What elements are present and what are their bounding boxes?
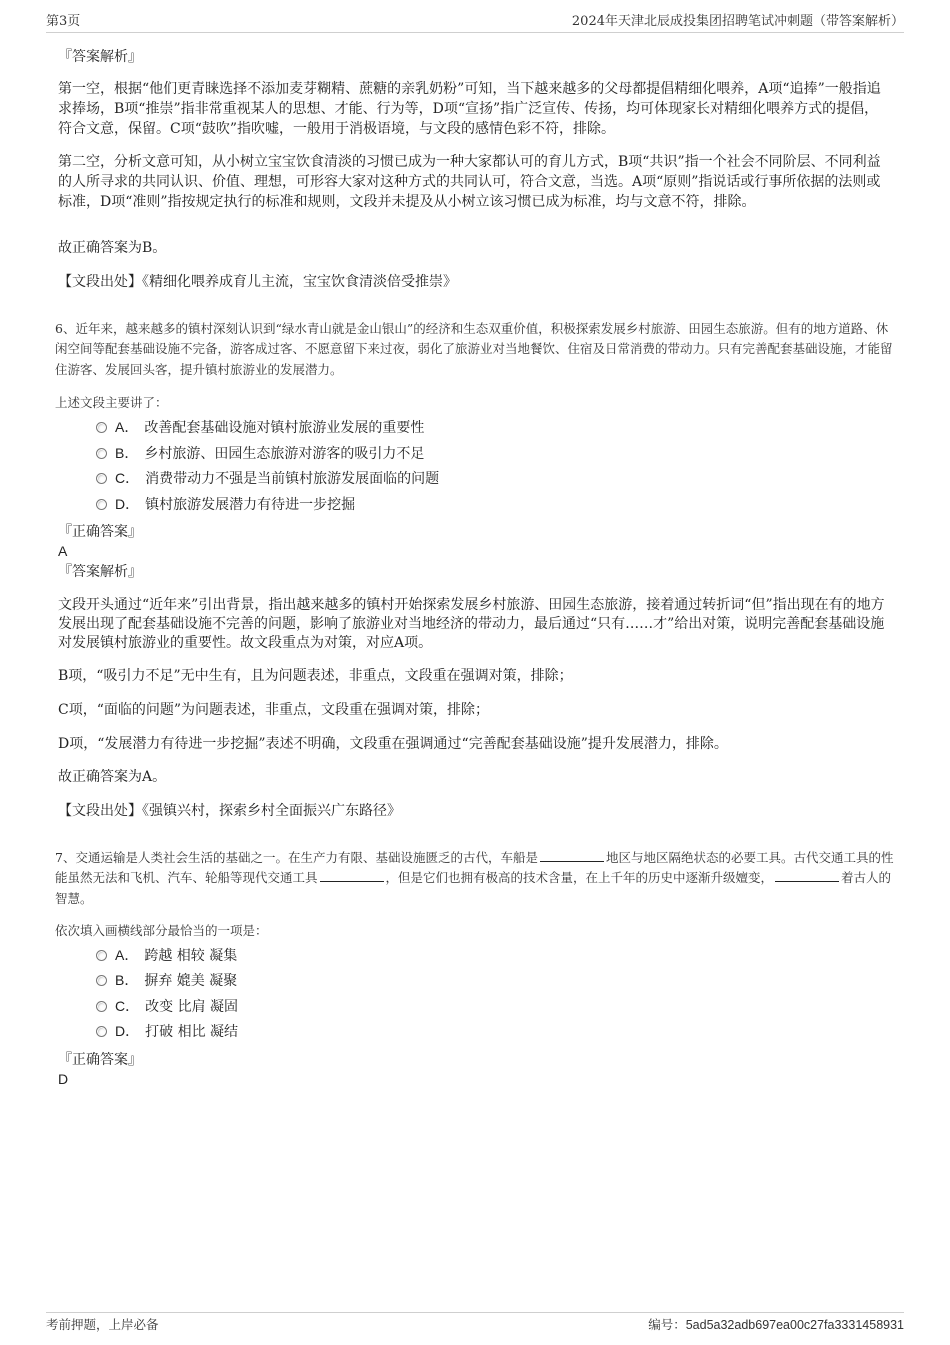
q6-option-d[interactable]: D． 镇村旅游发展潜力有待进一步挖掘 <box>96 494 355 515</box>
radio-icon[interactable] <box>96 950 107 961</box>
source-q6: 【文段出处】《强镇兴村，探索乡村全面振兴广东路径》 <box>58 803 401 819</box>
answer-q7: D <box>58 1071 69 1087</box>
document-code: 编号：5ad5a32adb697ea00c27fa3331458931 <box>648 1317 904 1332</box>
q7-option-c[interactable]: C． 改变 比肩 凝固 <box>96 996 238 1017</box>
radio-icon[interactable] <box>96 422 107 433</box>
question-6-prompt: 上述文段主要讲了： <box>55 394 168 410</box>
analysis-label-q5: 『答案解析』 <box>58 49 142 65</box>
q7-option-b[interactable]: B． 摒弃 媲美 凝聚 <box>96 970 237 991</box>
analysis-para-1: 第一空，根据“他们更青睐选择不添加麦芽糊精、蔗糖的亲乳奶粉”可知，当下越来越多的父母都提倡精细化喂养，A项“追捧”一般指追求捧场，B项“推崇”指非常重视某人的思想、才能、行为等，D项“宣扬”指广泛宣传、传扬，均可体现家长对精细化喂养方式的提倡，符合文意，保留。C项“鼓吹”指吹嘘，一般用于消极语境，与文段的感情色彩不符，排除。 <box>58 81 881 137</box>
source-q5: 【文段出处】《精细化喂养成育儿主流，宝宝饮食清淡倍受推崇》 <box>58 274 457 290</box>
analysis-label-q6: 『答案解析』 <box>58 564 142 580</box>
q6-analysis-para-1: 文段开头通过“近年来”引出背景，指出越来越多的镇村开始探索发展乡村旅游、田园生态旅游，接着通过转折词“但”指出现在有的地方发展出现了配套基础设施不完善的问题，影响了旅游业对当地经济的带动力，最后通过“只有……才”给出对策，说明完善配套基础设施对发展镇村旅游业的重要性。故文段重点为对策，对应A项。 <box>58 597 885 651</box>
radio-icon[interactable] <box>96 473 107 484</box>
radio-icon[interactable] <box>96 1001 107 1012</box>
footer-slogan: 考前押题，上岸必备 <box>46 1317 159 1332</box>
page-number: 第3页 <box>46 14 81 29</box>
question-6-stem: 6、近年来，越来越多的镇村深刻认识到“绿水青山就是金山银山”的经济和生态双重价值，积极探索发展乡村旅游、田园生态旅游。但有的地方道路、休闲空间等配套基础设施不完备，游客成过客、不愿意留下来过夜，弱化了旅游业对当地餐饮、住宿及日常消费的带动力。只有完善配套基础设施，才能留住游客、发展回头客，提升镇村旅游业的发展潜力。 <box>55 320 893 377</box>
q6-option-c[interactable]: C． 消费带动力不强是当前镇村旅游发展面临的问题 <box>96 468 439 489</box>
radio-icon[interactable] <box>96 975 107 986</box>
analysis-para-2: 第二空，分析文意可知，从小树立宝宝饮食清淡的习惯已成为一种大家都认可的育儿方式，B项“共识”指一个社会不同阶层、不同利益的人所寻求的共同认识、价值、理想，可形容大家对这种方式的共同认可，符合文意，当选。A项“原则”指说话或行事所依据的法则或标准，D项“准则”指按规定执行的标准和规则，文段并未提及从小树立该习惯已成为标准，均与文意不符，排除。 <box>58 154 881 210</box>
answer-conclusion-q5: 故正确答案为B。 <box>58 240 167 256</box>
answer-label-q7: 『正确答案』 <box>58 1052 142 1068</box>
radio-icon[interactable] <box>96 1026 107 1037</box>
fill-blank-3 <box>775 869 839 882</box>
document-title: 2024年天津北辰成投集团招聘笔试冲刺题（带答案解析） <box>571 14 904 29</box>
fill-blank-2 <box>320 869 384 882</box>
radio-icon[interactable] <box>96 448 107 459</box>
q7-option-a[interactable]: A． 跨越 相较 凝集 <box>96 945 237 966</box>
answer-conclusion-q6: 故正确答案为A。 <box>58 769 167 785</box>
answer-q6: A <box>58 543 68 559</box>
page-footer <box>46 1312 904 1333</box>
page-header <box>46 14 904 33</box>
fill-blank-1 <box>540 849 604 862</box>
q7-option-d[interactable]: D． 打破 相比 凝结 <box>96 1021 238 1042</box>
q6-analysis-para-4: D项，“发展潜力有待进一步挖掘”表述不明确，文段重在强调通过“完善配套基础设施”提升发展潜力，排除。 <box>58 736 728 752</box>
q6-option-a[interactable]: A． 改善配套基础设施对镇村旅游业发展的重要性 <box>96 417 424 438</box>
question-7-stem: 7、交通运输是人类社会生活的基础之一。在生产力有限、基础设施匮乏的古代，车船是 地区与地区隔绝状态的必要工具。古代交通工具的性能虽然无法和飞机、汽车、轮船等现代交通工具 ，但是它们也拥有极高的技术含量，在上千年的历史中逐渐升级嬗变， 着古人的智慧。 <box>55 849 894 906</box>
q6-option-b[interactable]: B． 乡村旅游、田园生态旅游对游客的吸引力不足 <box>96 443 424 464</box>
q6-analysis-para-3: C项，“面临的问题”为问题表述，非重点，文段重在强调对策，排除； <box>58 702 490 718</box>
question-7-prompt: 依次填入画横线部分最恰当的一项是： <box>55 922 268 938</box>
q6-analysis-para-2: B项，“吸引力不足”无中生有，且为问题表述，非重点，文段重在强调对策，排除； <box>58 668 573 684</box>
radio-icon[interactable] <box>96 499 107 510</box>
answer-label-q6: 『正确答案』 <box>58 524 142 540</box>
